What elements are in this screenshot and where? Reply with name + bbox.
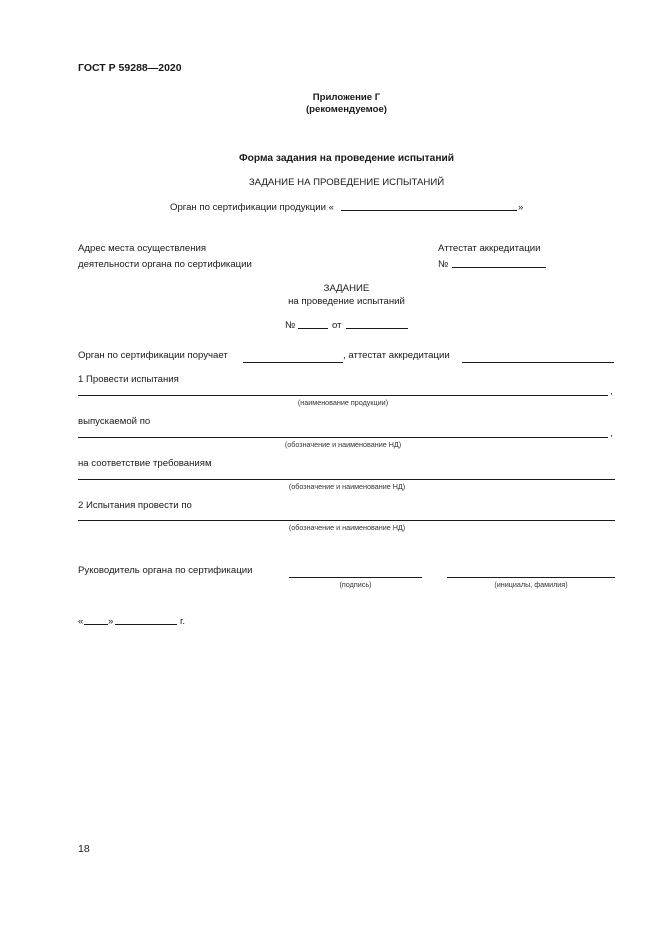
appendix-subtitle: (рекомендуемое) xyxy=(305,104,387,115)
compliance-nd-field[interactable] xyxy=(78,479,615,480)
date-close-quote: » xyxy=(108,616,114,627)
item1-label: 1 Провести испытания xyxy=(78,374,179,385)
signature-caption: (подпись) xyxy=(339,580,372,589)
test-method-nd-caption: (обозначение и наименование НД) xyxy=(288,523,406,532)
form-heading: Форма задания на проведение испытаний xyxy=(238,153,455,164)
initials-field[interactable] xyxy=(447,577,615,578)
signature-field[interactable] xyxy=(289,577,422,578)
compliance-label: на соответствие требованиям xyxy=(78,458,212,469)
date-month-field[interactable] xyxy=(115,624,177,625)
task-number-sign: № xyxy=(285,320,296,331)
address-label-line2: деятельности органа по сертификации xyxy=(78,259,252,270)
produced-nd-caption: (обозначение и наименование НД) xyxy=(284,440,402,449)
produced-nd-field[interactable] xyxy=(78,437,608,438)
task-number-field[interactable] xyxy=(298,328,328,329)
attestat-label: , аттестат аккредитации xyxy=(343,350,450,361)
accreditation-number-sign: № xyxy=(438,259,449,270)
task-subtitle: на проведение испытаний xyxy=(288,296,405,307)
cert-body-label: Орган по сертификации продукции « xyxy=(170,202,334,213)
task-date-label: от xyxy=(332,320,342,331)
address-label-line1: Адрес места осуществления xyxy=(78,243,207,254)
item2-label: 2 Испытания провести по xyxy=(78,500,192,511)
date-day-field[interactable] xyxy=(84,624,108,625)
product-comma: , xyxy=(610,386,613,397)
product-name-field[interactable] xyxy=(78,395,608,396)
produced-comma: , xyxy=(610,428,613,439)
task-title: ЗАДАНИЕ xyxy=(323,283,370,294)
form-subheading: ЗАДАНИЕ НА ПРОВЕДЕНИЕ ИСПЫТАНИЙ xyxy=(248,177,445,188)
year-suffix: г. xyxy=(180,616,185,627)
cert-body-close-quote: » xyxy=(518,202,524,213)
product-caption: (наименование продукции) xyxy=(297,398,389,407)
lab-attestat-field[interactable] xyxy=(462,362,614,363)
initials-caption: (инициалы, фамилия) xyxy=(494,580,568,589)
compliance-nd-caption: (обозначение и наименование НД) xyxy=(288,482,406,491)
accreditation-label: Аттестат аккредитации xyxy=(438,243,541,254)
assigns-label: Орган по сертификации поручает xyxy=(78,350,228,361)
standard-number: ГОСТ Р 59288—2020 xyxy=(78,62,182,74)
produced-label: выпускаемой по xyxy=(78,416,151,427)
head-label: Руководитель органа по сертификации xyxy=(78,565,253,576)
date-open-quote: « xyxy=(78,616,84,627)
lab-name-field[interactable] xyxy=(243,362,343,363)
test-method-nd-field[interactable] xyxy=(78,520,615,521)
cert-body-field[interactable] xyxy=(341,210,517,211)
page-number: 18 xyxy=(78,843,90,855)
task-date-field[interactable] xyxy=(346,328,408,329)
accreditation-number-field[interactable] xyxy=(452,267,546,268)
appendix-title: Приложение Г xyxy=(312,92,381,103)
